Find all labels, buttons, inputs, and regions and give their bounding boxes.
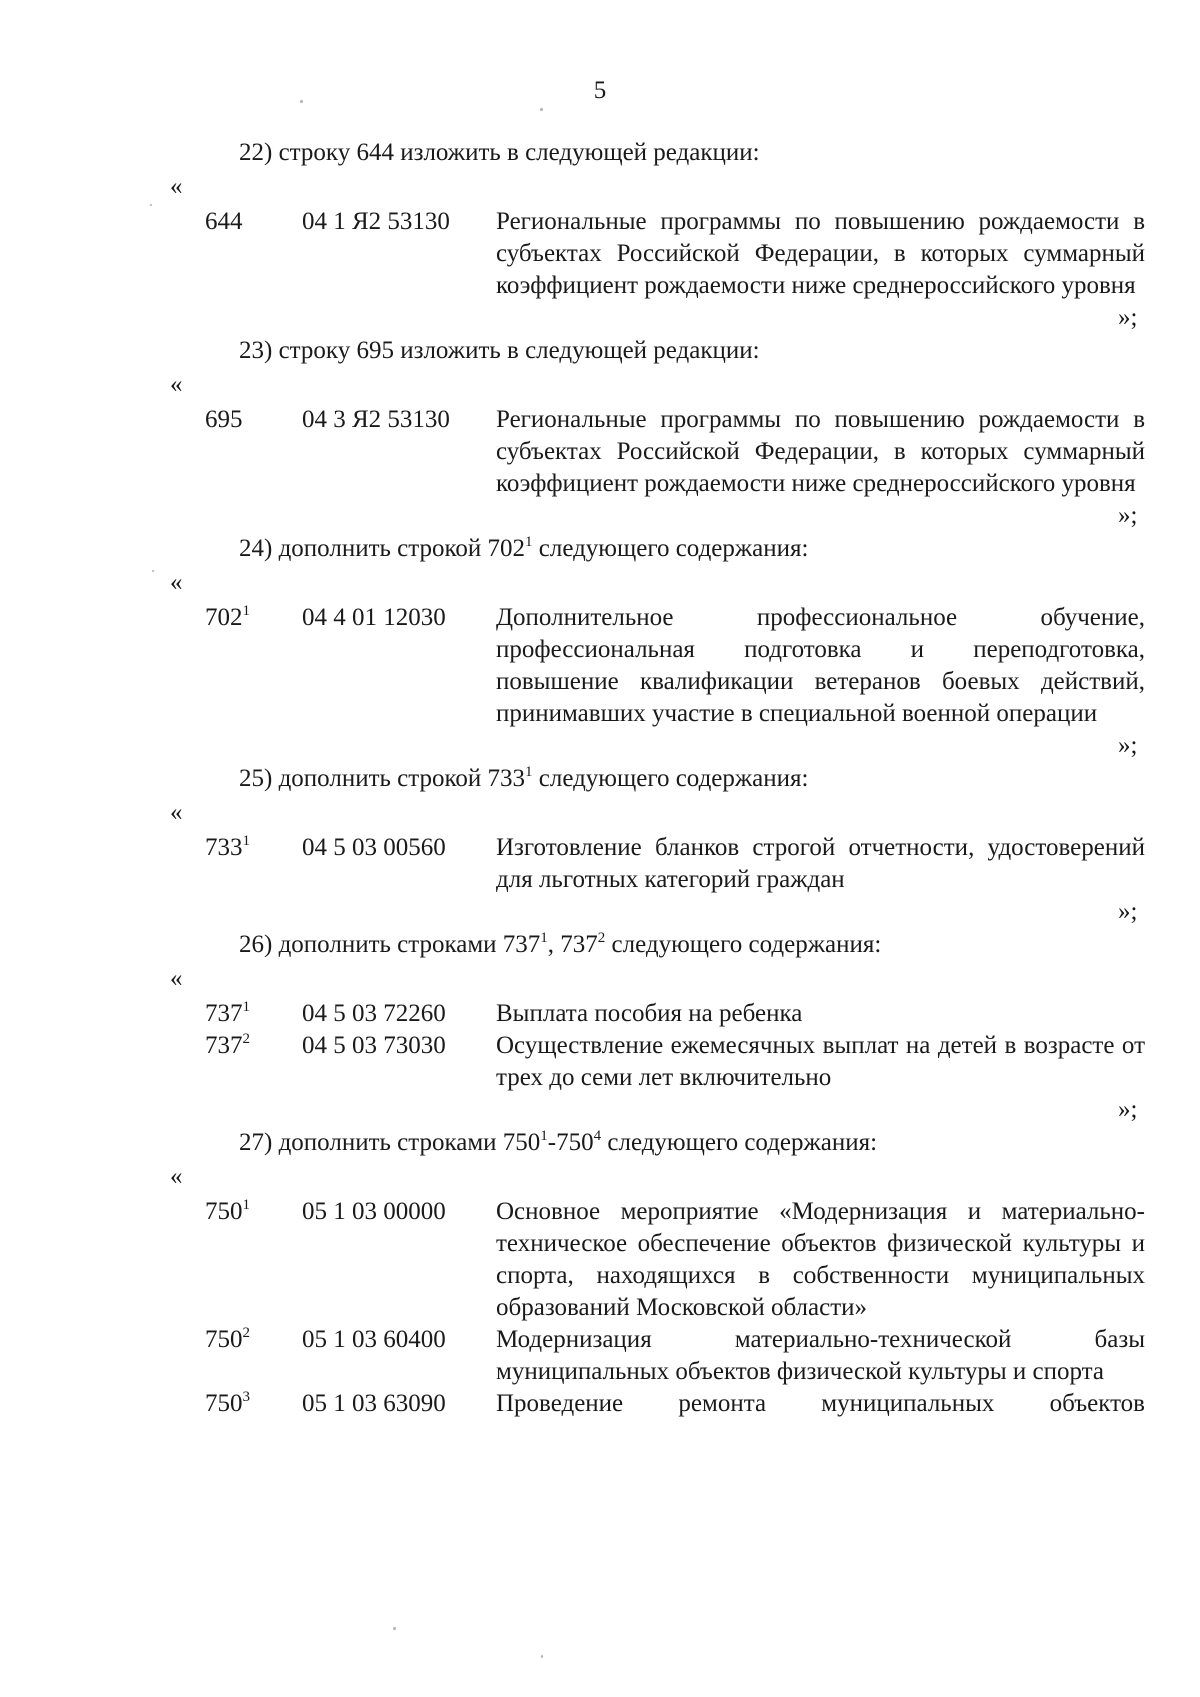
amendment-section (0, 1126, 1200, 1420)
amendment-instruction: 23) строку 695 изложить в следующей редакции: (239, 337, 760, 364)
row-code: 04 1 Я2 53130 (302, 208, 450, 235)
amendment-instruction: 27) дополнить строками $750^1-750^4$ следующего содержания: (239, 1128, 878, 1156)
row-number: 695 (205, 406, 243, 433)
row-description: Осуществление ежемесячных выплат на детей в возрасте от трех до семи лет включительно (496, 1032, 1145, 1091)
row-number: $737^1$ (205, 999, 250, 1027)
row-description: Региональные программы по повышению рождаемости в субъектах Российской Федерации, в которых суммарный коэффициент рождаемости ниже среднероссийского уровня (496, 208, 1145, 299)
row-number: $737^2$ (205, 1031, 250, 1059)
row-code: 04 5 03 00560 (302, 834, 446, 861)
scan-speck (541, 1655, 543, 1658)
table-row (0, 206, 1200, 302)
opening-quote: « (170, 569, 183, 596)
scan-speck (300, 100, 303, 103)
page-number: 5 (593, 77, 607, 104)
row-number: $750^3$ (205, 1389, 250, 1417)
row-number: $750^1$ (205, 1197, 250, 1225)
row-description: Региональные программы по повышению рождаемости в субъектах Российской Федерации, в которых суммарный коэффициент рождаемости ниже среднероссийского уровня (496, 406, 1145, 497)
row-number: $702^1$ (205, 603, 250, 631)
row-code: 04 4 01 12030 (302, 604, 446, 631)
opening-quote: « (170, 965, 183, 992)
row-description: Выплата пособия на ребенка (496, 1000, 803, 1027)
amendment-section (0, 762, 1200, 928)
row-description: Проведение ремонта муниципальных объектов (496, 1390, 1145, 1417)
scan-speck (393, 1627, 396, 1630)
row-description: Изготовление бланков строгой отчетности, удостоверений для льготных категорий граждан (496, 834, 1145, 893)
amendment-instruction: 24) дополнить строкой $702^1$ следующего содержания: (239, 534, 809, 562)
row-code: 04 5 03 72260 (302, 1000, 446, 1027)
row-number: 644 (205, 208, 243, 235)
row-number: $750^2$ (205, 1325, 250, 1353)
opening-quote: « (170, 1163, 183, 1190)
closing-quote: »; (1118, 502, 1138, 529)
row-number: $733^1$ (205, 833, 250, 861)
row-description: Основное мероприятие «Модернизация и материально-техническое обеспечение объектов физической культуры и спорта, находящихся в собственности муниципальных образований Московской области» (496, 1198, 1145, 1321)
table-row (0, 602, 1200, 730)
amendment-instruction: 22) строку 644 изложить в следующей редакции: (239, 139, 760, 166)
row-description: Модернизация материально-технической базы муниципальных объектов физической культуры и спорта (496, 1326, 1145, 1385)
row-code: 05 1 03 60400 (302, 1326, 446, 1353)
amendments-list (0, 136, 1200, 1420)
row-code: 05 1 03 63090 (302, 1390, 446, 1417)
amendment-section (0, 334, 1200, 532)
row-code: 04 3 Я2 53130 (302, 406, 450, 433)
amendment-section (0, 136, 1200, 334)
table-row (0, 832, 1200, 896)
table-row (0, 404, 1200, 500)
opening-quote: « (170, 371, 183, 398)
closing-quote: »; (1118, 898, 1138, 925)
row-code: 04 5 03 73030 (302, 1032, 446, 1059)
table-row (0, 1030, 1200, 1094)
amendment-instruction: 26) дополнить строками $737^1$, $737^2$ следующего содержания: (239, 930, 882, 958)
closing-quote: »; (1118, 304, 1138, 331)
row-description: Дополнительное профессиональное обучение, профессиональная подготовка и переподготовка, повышение квалификации ветеранов боевых действий, принимавших участие в специальной военной операции (496, 604, 1145, 727)
amendment-section (0, 532, 1200, 762)
scan-speck (540, 108, 543, 111)
closing-quote: »; (1118, 732, 1138, 759)
table-row (0, 1388, 1200, 1420)
row-code: 05 1 03 00000 (302, 1198, 446, 1225)
table-row (0, 1196, 1200, 1324)
table-row (0, 998, 1200, 1030)
amendment-section (0, 928, 1200, 1126)
closing-quote: »; (1118, 1096, 1138, 1123)
amendment-instruction: 25) дополнить строкой $733^1$ следующего содержания: (239, 764, 809, 792)
opening-quote: « (170, 173, 183, 200)
opening-quote: « (170, 799, 183, 826)
table-row (0, 1324, 1200, 1388)
